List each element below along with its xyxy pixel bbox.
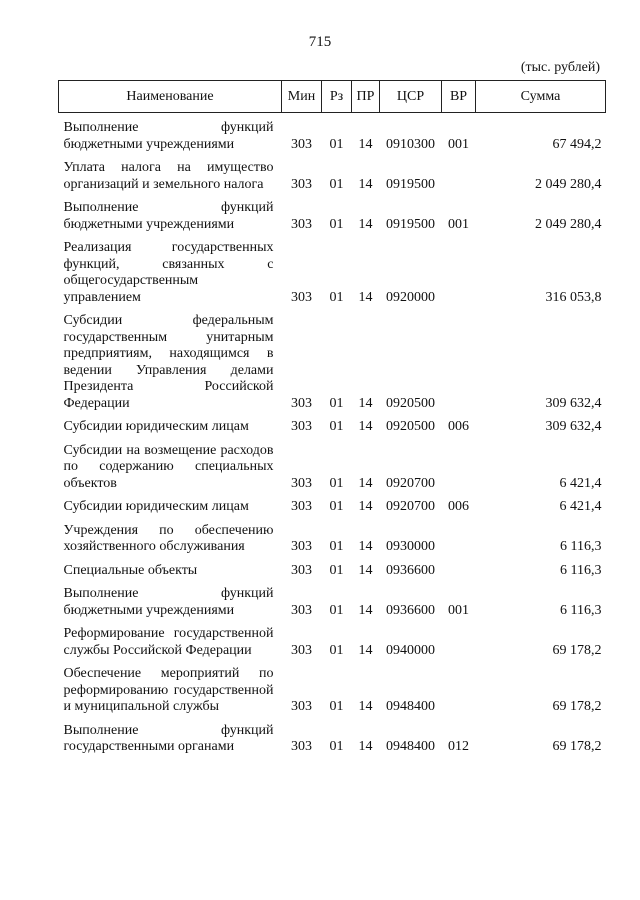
row-name: Выполнение функций бюджетными учреждениями — [63, 120, 274, 152]
row-rz: 01 — [329, 642, 344, 658]
row-vr — [442, 153, 476, 193]
row-csr: 0920500 — [386, 419, 435, 434]
row-min: 303 — [291, 475, 312, 491]
header-vr: ВР — [442, 81, 476, 113]
row-sum: 2 049 280,4 — [535, 216, 602, 232]
table-row — [59, 556, 606, 580]
row-min: 303 — [291, 602, 312, 618]
row-name: Выполнение функций бюджетными учреждениями — [63, 586, 274, 618]
row-csr: 0936600 — [386, 602, 435, 618]
row-min: 303 — [291, 395, 312, 411]
row-pr: 14 — [358, 642, 373, 658]
row-sum: 309 632,4 — [545, 419, 602, 434]
table-header-row — [59, 81, 606, 113]
row-rz: 01 — [329, 739, 344, 754]
row-csr: 0920500 — [386, 395, 435, 411]
row-sum: 6 116,3 — [560, 602, 602, 618]
row-sum: 6 116,3 — [560, 562, 602, 578]
row-min: 303 — [291, 562, 312, 578]
page-number: 715 — [308, 34, 332, 50]
table-row — [59, 716, 606, 756]
row-vr — [442, 619, 476, 659]
row-csr: 0919500 — [386, 216, 435, 232]
row-vr — [442, 659, 476, 716]
row-name: Субсидии юридическим лицам — [63, 499, 249, 514]
row-rz: 01 — [329, 475, 344, 491]
row-sum: 316 053,8 — [545, 289, 602, 305]
row-vr: 001 — [448, 216, 469, 232]
row-min: 303 — [291, 419, 312, 434]
row-name: Выполнение функций бюджетными учреждениями — [63, 200, 274, 232]
row-csr: 0920700 — [386, 499, 435, 514]
row-min: 303 — [291, 539, 312, 554]
row-name: Учреждения по обеспечению хозяйственного обслуживания — [63, 522, 274, 554]
header-min: Мин — [282, 81, 322, 113]
row-pr: 14 — [358, 699, 373, 714]
row-csr: 0920000 — [386, 289, 435, 305]
row-csr: 0948400 — [386, 739, 435, 754]
row-csr: 0930000 — [386, 539, 435, 554]
row-min: 303 — [291, 642, 312, 658]
row-csr: 0936600 — [386, 562, 435, 578]
row-min: 303 — [291, 216, 312, 232]
row-name: Обеспечение мероприятий по реформированию государственной и муниципальной службы — [63, 666, 274, 714]
row-sum: 309 632,4 — [545, 395, 602, 411]
budget-table — [58, 80, 606, 756]
row-pr: 14 — [358, 475, 373, 491]
table-row — [59, 619, 606, 659]
row-pr: 14 — [358, 602, 373, 618]
table-row — [59, 113, 606, 154]
header-sum: Сумма — [476, 81, 606, 113]
table-row — [59, 579, 606, 619]
row-vr: 006 — [448, 499, 469, 514]
table-row — [59, 193, 606, 233]
row-rz: 01 — [329, 499, 344, 514]
row-vr — [442, 436, 476, 493]
row-min: 303 — [291, 739, 312, 754]
row-rz: 01 — [329, 602, 344, 618]
table-row — [59, 153, 606, 193]
row-pr: 14 — [358, 562, 373, 578]
row-vr: 001 — [448, 602, 469, 618]
row-rz: 01 — [329, 539, 344, 554]
row-vr: 001 — [448, 136, 469, 152]
row-pr: 14 — [358, 176, 373, 192]
row-min: 303 — [291, 699, 312, 714]
row-csr: 0940000 — [386, 642, 435, 658]
row-min: 303 — [291, 289, 312, 305]
header-rz: Рз — [322, 81, 352, 113]
table-row — [59, 436, 606, 493]
row-rz: 01 — [329, 289, 344, 305]
row-name: Субсидии юридическим лицам — [63, 419, 249, 434]
table-row — [59, 306, 606, 412]
row-rz: 01 — [329, 176, 344, 192]
header-name: Наименование — [59, 81, 282, 113]
row-rz: 01 — [329, 699, 344, 714]
row-min: 303 — [291, 499, 312, 514]
row-sum: 2 049 280,4 — [535, 176, 602, 192]
row-min: 303 — [291, 136, 312, 152]
row-pr: 14 — [358, 419, 373, 434]
row-vr: 006 — [448, 419, 469, 434]
table-body — [59, 113, 606, 756]
row-vr — [442, 516, 476, 556]
table-row — [59, 412, 606, 436]
header-csr: ЦСР — [380, 81, 442, 113]
row-rz: 01 — [329, 216, 344, 232]
row-name: Выполнение функций государственными органами — [63, 722, 274, 754]
row-sum: 69 178,2 — [552, 642, 602, 658]
row-name: Субсидии федеральным государственным унитарным предприятиям, находящимся в ведении Управления делами Президента Российской Федерации — [63, 313, 274, 411]
table-row — [59, 233, 606, 306]
row-csr: 0920700 — [386, 475, 435, 491]
row-name: Реализация государственных функций, связанных с общегосударственным управлением — [63, 240, 274, 305]
row-name: Уплата налога на имущество организаций и земельного налога — [63, 160, 274, 192]
header-pr: ПР — [352, 81, 380, 113]
row-pr: 14 — [358, 289, 373, 305]
row-name: Специальные объекты — [63, 562, 198, 578]
row-name: Субсидии на возмещение расходов по содержанию специальных объектов — [63, 442, 274, 491]
row-csr: 0910300 — [386, 136, 435, 152]
row-sum: 69 178,2 — [552, 699, 602, 714]
row-vr: 012 — [448, 739, 469, 754]
row-vr — [442, 233, 476, 306]
table-row — [59, 659, 606, 716]
row-vr — [442, 306, 476, 412]
row-pr: 14 — [358, 216, 373, 232]
unit-note: (тыс. рублей) — [520, 60, 600, 75]
row-pr: 14 — [358, 136, 373, 152]
row-name: Реформирование государственной службы Российской Федерации — [63, 626, 274, 658]
row-sum: 69 178,2 — [552, 739, 602, 754]
row-pr: 14 — [358, 539, 373, 554]
table-row — [59, 492, 606, 516]
row-rz: 01 — [329, 562, 344, 578]
row-csr: 0948400 — [386, 699, 435, 714]
row-rz: 01 — [329, 419, 344, 434]
row-pr: 14 — [358, 739, 373, 754]
row-sum: 6 421,4 — [559, 475, 602, 491]
row-rz: 01 — [329, 136, 344, 152]
row-pr: 14 — [358, 499, 373, 514]
row-sum: 6 421,4 — [559, 499, 602, 514]
row-sum: 67 494,2 — [552, 136, 602, 152]
row-vr — [442, 556, 476, 580]
row-min: 303 — [291, 176, 312, 192]
table-row — [59, 516, 606, 556]
row-csr: 0919500 — [386, 176, 435, 192]
row-pr: 14 — [358, 395, 373, 411]
row-rz: 01 — [329, 395, 344, 411]
row-sum: 6 116,3 — [560, 539, 602, 554]
